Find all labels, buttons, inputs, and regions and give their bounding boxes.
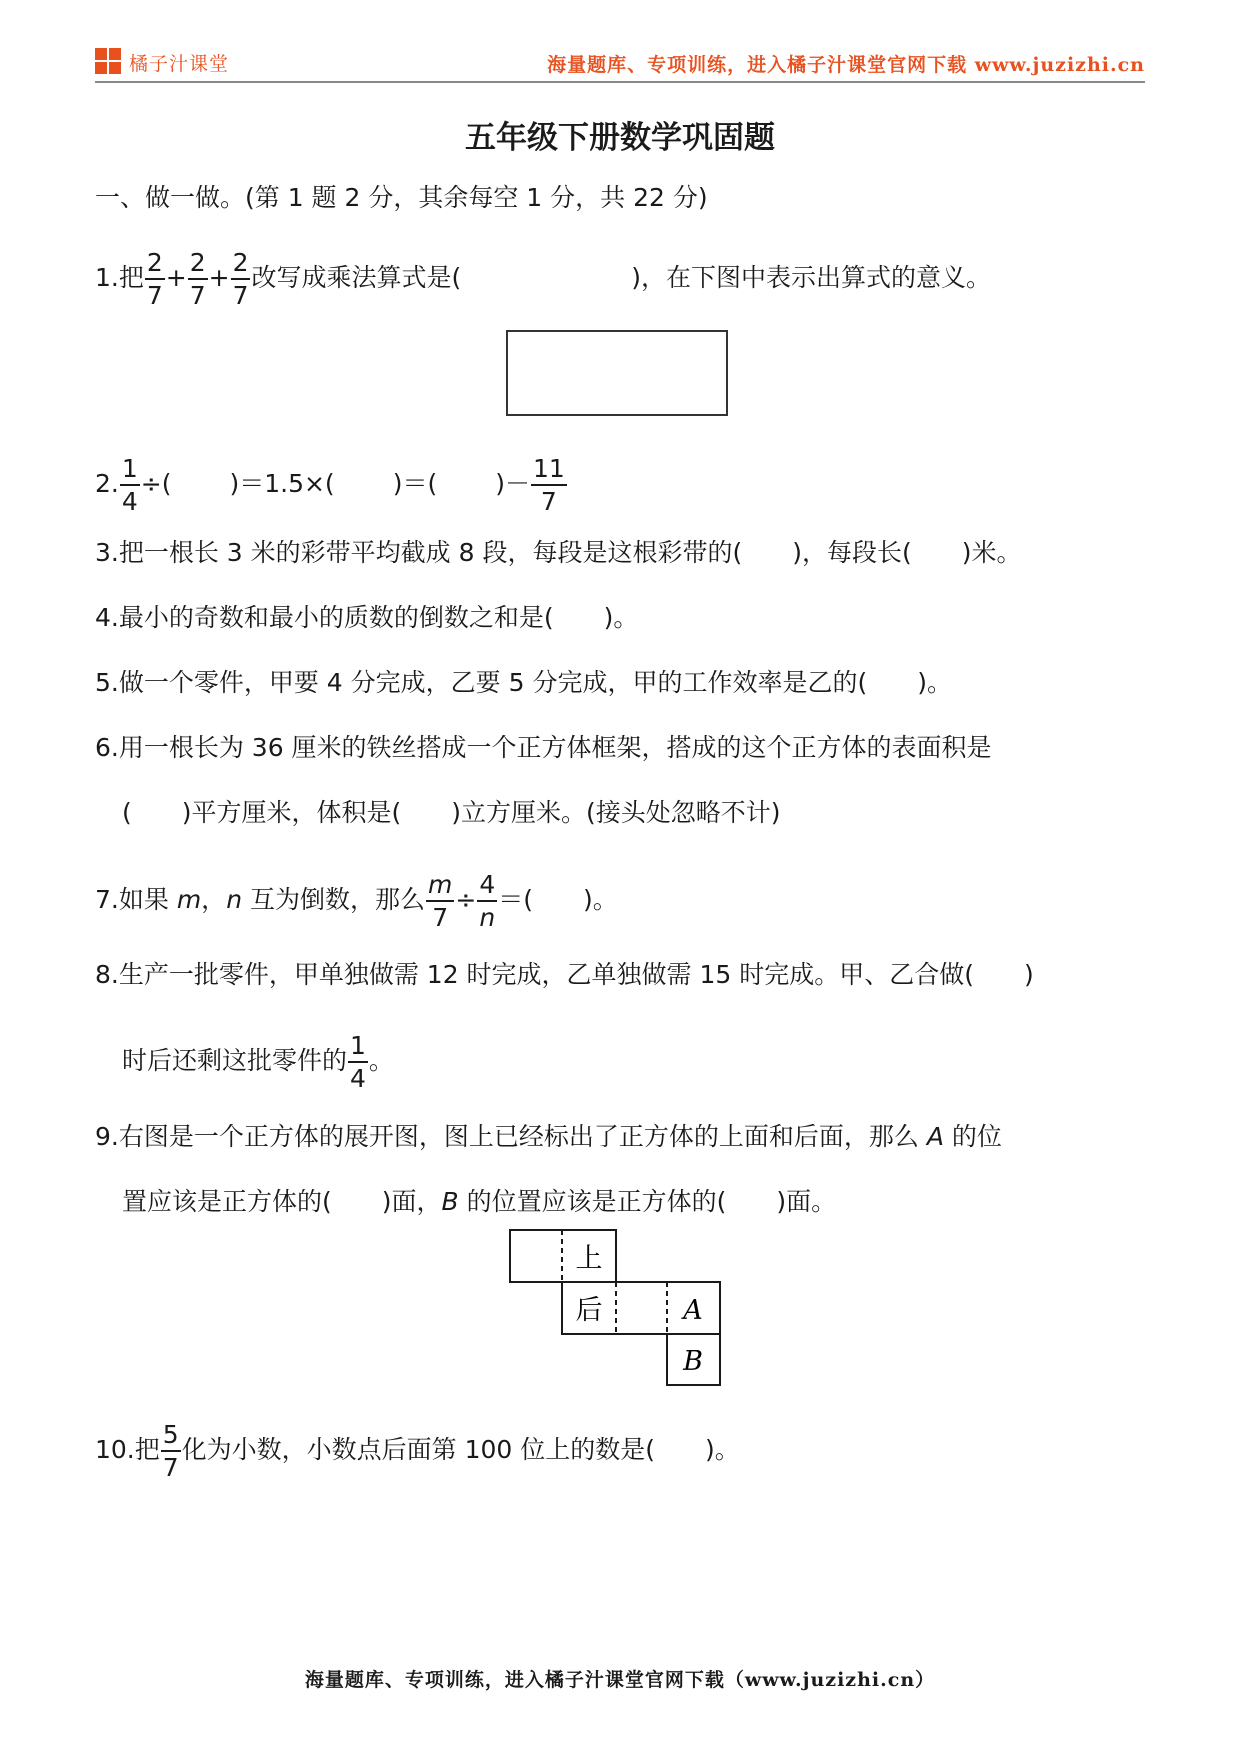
logo-text: 橘子汁课堂 xyxy=(129,52,230,75)
question-9-line-1 xyxy=(95,1120,1002,1154)
question-2 xyxy=(95,456,568,514)
orange-logo-icon xyxy=(95,48,123,76)
q9-text: 9.右图是一个正方体的展开图，图上已经标出了正方体的上面和后面，那么 xyxy=(95,1122,927,1151)
fraction: $\frac{11}{7}$ xyxy=(532,454,565,516)
label-b: B xyxy=(441,1187,459,1216)
fraction: $\frac{5}{7}$ xyxy=(162,1420,179,1482)
q2-prefix: 2. xyxy=(95,469,119,498)
q1-mid: 改写成乘法算式是( xyxy=(251,263,462,292)
question-3: 3.把一根长 3 米的彩带平均截成 8 段，每段是这根彩带的( )，每段长( )米。 xyxy=(95,538,1022,567)
fraction: $\frac{2}{7}$ xyxy=(232,248,249,310)
section-heading: 一、做一做。(第 1 题 2 分，其余每空 1 分，共 22 分) xyxy=(95,183,708,212)
cube-net-diagram xyxy=(500,1225,740,1390)
brand-logo xyxy=(95,45,229,79)
q7-end: ＝( )。 xyxy=(498,885,618,914)
net-label-back: 后 xyxy=(575,1295,603,1326)
label-a: A xyxy=(926,1122,944,1151)
net-label-top: 上 xyxy=(575,1243,603,1274)
var-m: m xyxy=(176,885,202,914)
header-tagline: 海量题库、专项训练，进入橘子汁课堂官网下载 www.juzizhi.cn xyxy=(547,54,1145,76)
q1-prefix: 1.把 xyxy=(95,263,144,292)
q10-prefix: 10.把 xyxy=(95,1435,160,1464)
page-title: 五年级下册数学巩固题 xyxy=(465,120,775,156)
net-label-b: B xyxy=(683,1346,703,1377)
q7-mid: 互为倒数，那么 xyxy=(242,885,425,914)
q2-part: )－ xyxy=(495,469,530,498)
question-9-line-2 xyxy=(122,1185,836,1219)
q1-end: )，在下图中表示出算式的意义。 xyxy=(631,263,992,292)
q9-text: 的位置应该是正方体的( )面。 xyxy=(458,1187,837,1216)
q2-part: )＝1.5×( xyxy=(229,469,335,498)
question-8-line-1: 8.生产一批零件，甲单独做需 12 时完成，乙单独做需 15 时完成。甲、乙合做( ) xyxy=(95,960,1034,989)
fraction: $\frac{2}{7}$ xyxy=(189,248,206,310)
drawing-box[interactable] xyxy=(506,330,728,416)
q9-text: 置应该是正方体的( )面， xyxy=(122,1187,442,1216)
question-10 xyxy=(95,1422,740,1480)
divide-sign: ÷ xyxy=(455,885,477,914)
q8-text: 时后还剩这批零件的 xyxy=(122,1046,348,1075)
question-5: 5.做一个零件，甲要 4 分完成，乙要 5 分完成，甲的工作效率是乙的( )。 xyxy=(95,668,952,697)
fraction: $\frac{1}{4}$ xyxy=(350,1031,366,1093)
question-4: 4.最小的奇数和最小的质数的倒数之和是( )。 xyxy=(95,603,639,632)
fraction: $\frac{m}{7}$ xyxy=(428,870,453,932)
fraction: $\frac{4}{n}$ xyxy=(479,870,496,932)
var-n: n xyxy=(226,885,243,914)
question-7 xyxy=(95,872,618,930)
q2-part: )＝( xyxy=(392,469,438,498)
q9-text: 的位 xyxy=(943,1122,1002,1151)
q8-end: 。 xyxy=(368,1046,394,1075)
q2-part: ÷( xyxy=(140,469,172,498)
net-label-a: A xyxy=(683,1295,703,1326)
question-8-line-2 xyxy=(122,1033,394,1091)
footer-text: 海量题库、专项训练，进入橘子汁课堂官网下载（www.juzizhi.cn） xyxy=(304,1669,936,1691)
q7-comma: ， xyxy=(201,885,227,914)
plus-sign: + xyxy=(208,263,230,292)
question-6-line-1: 6.用一根长为 36 厘米的铁丝搭成一个正方体框架，搭成的这个正方体的表面积是 xyxy=(95,733,992,762)
plus-sign: + xyxy=(165,263,187,292)
question-6-line-2: ( )平方厘米，体积是( )立方厘米。(接头处忽略不计) xyxy=(122,798,781,827)
q10-end: 化为小数，小数点后面第 100 位上的数是( )。 xyxy=(181,1435,740,1464)
header-divider xyxy=(95,81,1145,83)
question-1 xyxy=(95,250,991,308)
fraction: $\frac{2}{7}$ xyxy=(146,248,163,310)
fraction: $\frac{1}{4}$ xyxy=(121,454,138,516)
q7-prefix: 7.如果 xyxy=(95,885,177,914)
